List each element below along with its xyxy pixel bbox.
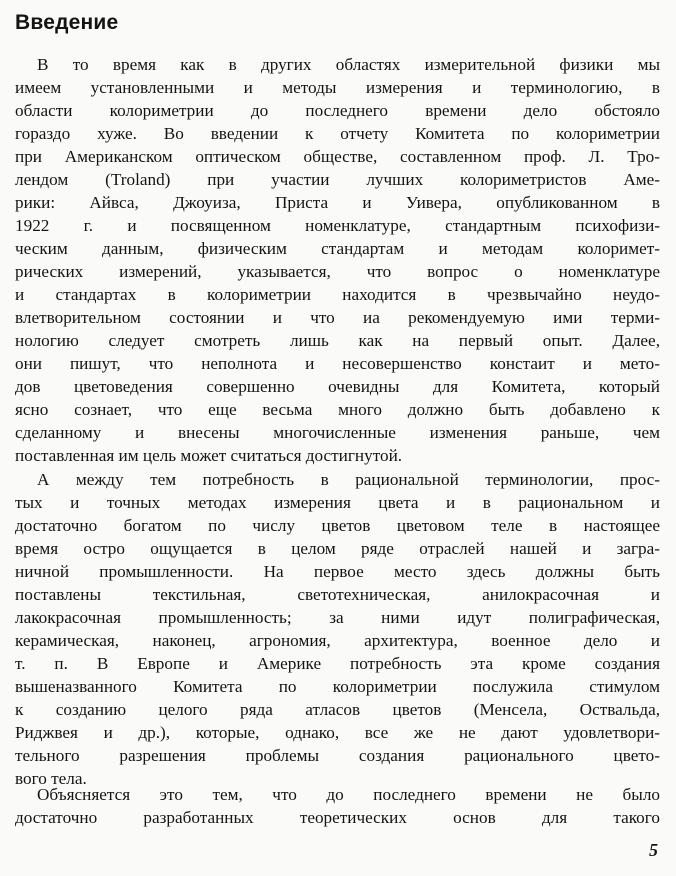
text-line: тельного разрешения проблемы создания рационального цвето- [15, 746, 660, 765]
text-line: керамическая, наконец, агрономия, архитектура, военное дело и [15, 631, 660, 650]
text-line: т. п. В Европе и Америке потребность эта кроме создания [15, 654, 660, 673]
page-number: 5 [649, 840, 658, 860]
text-line: достаточно разработанных теоретических основ для такого [15, 808, 660, 827]
text-line: 1922 г. и посвященном номенклатуре, стандартным психофизи- [15, 216, 660, 235]
text-line: время остро ощущается в целом ряде отраслей нашей и загра- [15, 539, 660, 558]
text-line: нологию следует смотреть лишь как на первый опыт. Далее, [15, 331, 660, 350]
text-line: поставлены текстильная, светотехническая, анилокрасочная и [15, 585, 660, 604]
text-line: сделанному и внесены многочисленные изменения раньше, чем [15, 423, 660, 442]
text-line: они пишут, что неполнота и несовершенство констаит и мето- [15, 354, 660, 373]
text-line: области колориметрии до последнего времени дело обстояло [15, 101, 660, 120]
section-heading: Введение [15, 11, 119, 34]
text-line: дов цветоведения совершенно очевидны для Комитета, который [15, 377, 660, 396]
text-line: рических измерений, указывается, что вопрос о номенклатуре [15, 262, 660, 281]
text-line: вого тела. [15, 769, 87, 788]
text-line: рики: Айвса, Джоуиза, Приста и Уивера, опубликованном в [15, 193, 660, 212]
text-line: лендом (Troland) при участии лучших колориметристов Аме- [15, 170, 660, 189]
text-line: гораздо хуже. Во введении к отчету Комитета по колориметрии [15, 124, 660, 143]
text-line: Объясняется это тем, что до последнего времени не было [37, 785, 660, 804]
text-line: ничной промышленности. На первое место здесь должны быть [15, 562, 660, 581]
text-line: и стандартах в колориметрии находится в чрезвычайно неудо- [15, 285, 660, 304]
paragraph-1 [15, 53, 660, 467]
text-line: В то время как в других областях измерительной физики мы [37, 55, 660, 74]
text-line: лакокрасочная промышленность; за ними идут полиграфическая, [15, 608, 660, 627]
text-line: ясно сознает, что еще весьма много должно быть добавлено к [15, 400, 660, 419]
paragraph-3 [15, 783, 660, 829]
text-line: тых и точных методах измерения цвета и в рациональном и [15, 493, 660, 512]
text-line: ческим данным, физическим стандартам и методам колоримет- [15, 239, 660, 258]
text-line: А между тем потребность в рациональной терминологии, прос- [37, 470, 660, 489]
paragraph-2 [15, 468, 660, 790]
text-line: при Американском оптическом обществе, составленном проф. Л. Тро- [15, 147, 660, 166]
text-line: к созданию целого ряда атласов цветов (Менсела, Оствальда, [15, 700, 660, 719]
text-line: влетворительном состоянии и что иа рекомендуемую ими терми- [15, 308, 660, 327]
text-line: вышеназванного Комитета по колориметрии послужила стимулом [15, 677, 660, 696]
text-line: имеем установленными и методы измерения и терминологию, в [15, 78, 660, 97]
text-line: Риджвея и др.), которые, однако, все же не дают удовлетвори- [15, 723, 660, 742]
text-line: достаточно богатом по числу цветов цветовом теле в настоящее [15, 516, 660, 535]
text-line: поставленная им цель может считаться достигнутой. [15, 446, 403, 465]
